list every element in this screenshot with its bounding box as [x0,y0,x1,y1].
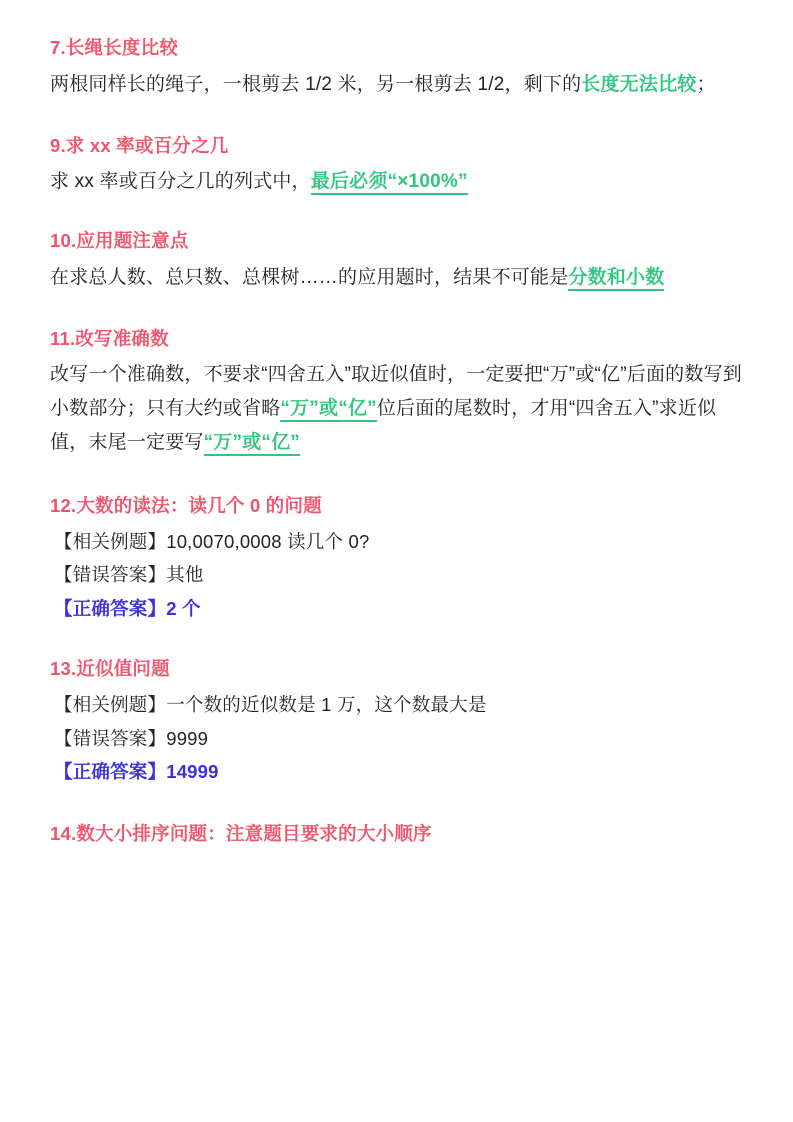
section-13-wrong-text: 9999 [166,727,209,749]
section-12-example-label: 【相关例题】 [54,530,167,552]
section-13 [50,655,743,788]
section-12-wrong-text: 其他 [166,564,204,586]
section-10-body [50,261,743,295]
section-10-body-pre: 在求总人数、总只数、总棵树……的应用题时，结果不可能是 [50,266,569,288]
section-14-heading: 14.数大小排序问题：注意题目要求的大小顺序 [50,823,432,845]
section-7-body-pre: 两根同样长的绳子，一根剪去 1/2 米，另一根剪去 1/2，剩下的 [50,73,582,95]
section-13-wrong [50,723,743,755]
section-13-heading: 13.近似值问题 [50,658,170,680]
section-13-example-label: 【相关例题】 [54,693,167,715]
section-13-example-text: 一个数的近似数是 1 万，这个数最大是 [166,693,487,715]
section-9-heading: 9.求 xx 率或百分之几 [50,134,229,156]
section-11-highlight-2: “万”或“亿” [204,432,300,456]
section-13-wrong-label: 【错误答案】 [54,727,167,749]
section-13-correct [50,756,743,788]
section-11-body [50,358,743,459]
section-11-highlight-1: “万”或“亿” [280,398,376,422]
section-9-body-pre: 求 xx 率或百分之几的列式中， [50,171,311,193]
section-7 [50,34,743,102]
section-12 [50,492,743,625]
section-10-highlight: 分数和小数 [568,267,664,291]
section-10 [50,227,743,295]
section-7-heading: 7.长绳长度比较 [50,37,179,58]
section-13-correct-label: 【正确答案】 [54,761,167,783]
section-9 [50,132,743,200]
section-11-part-1: 改写一个准确数，不要求“四舍五入”取近似值时，一定要把“万”或“亿”后面的数写到小数部分；只有大约或省略 [50,364,742,420]
section-9-highlight: 最后必须“×100%” [311,171,468,195]
section-11-heading: 11.改写准确数 [50,327,169,349]
section-13-example [50,689,743,721]
section-12-correct-label: 【正确答案】 [54,598,167,620]
section-12-heading: 12.大数的读法：读几个 0 的问题 [50,494,322,516]
section-11-part-2: 位后面的尾数时，才用“四舍五入”求近似值，末尾一定要写 [50,398,717,454]
section-12-wrong [50,559,743,591]
section-7-body-post: ； [696,73,716,95]
section-11 [50,325,743,460]
section-12-wrong-label: 【错误答案】 [54,564,167,586]
section-12-example [50,526,743,558]
section-9-body [50,165,743,199]
section-7-highlight: 长度无法比较 [581,73,697,95]
section-10-heading: 10.应用题注意点 [50,230,189,252]
section-12-example-text: 10,0070,0008 读几个 0? [166,530,370,552]
section-12-correct [50,593,743,625]
section-13-correct-text: 14999 [166,761,219,783]
section-14 [50,820,743,848]
section-7-body [50,68,743,102]
section-12-correct-text: 2 个 [166,598,201,620]
